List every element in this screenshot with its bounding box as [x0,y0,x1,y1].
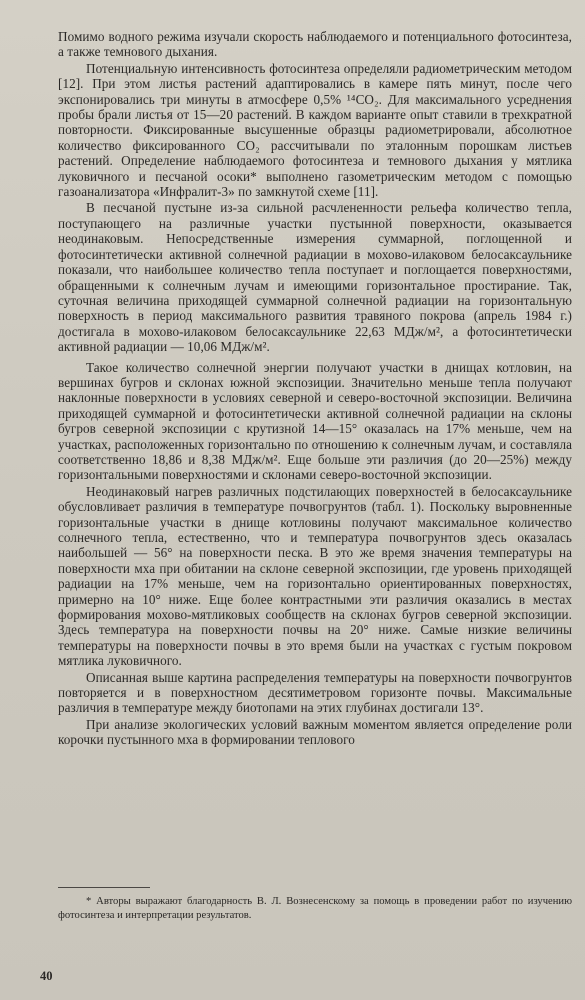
paragraph-5: Неодинаковый нагрев различных подстилающих поверхностей в белосаксаульнике обусловливает различия в температуре почвогрунтов (табл. 1). Поскольку выровненные горизонтальные участки в днище котловины получают максимальное количество солнечного тепла, естественно, что и температура почвогрунтов здесь оказалась наибольшей — 56° на поверхности песка. В это же время значения температуры на поверхности мха при обитании на склоне северной экспозиции, где уровень приходящей радиации на 17% меньше, чем на горизонтально ориентированных поверхностях, примерно на 10° ниже. Еще более контрастными эти различия оказались в местах формирования мохово-мятликовых сообществ на склонах бугров северной экспозиции. Здесь температура на поверхности почвы на 20° ниже. Самые низкие величины температуры на поверхности почвы в это время были на участках с густым покровом мятлика луковичного. [58,483,572,669]
paragraph-4: Такое количество солнечной энергии получают участки в днищах котловин, на вершинах бугров и склонах южной экспозиции. Значительно меньше тепла получают наклонные поверхности в условиях северной и северо-восточной экспозиции. Величина приходящей суммарной и фотосинтетически активной солнечной радиации на склоны бугров северной экспозиции с крутизной 14—15° оказалась на 17% меньше, чем на участках, расположенных горизонтально по отношению к солнечным лучам, и составляла соответственно 18,86 и 8,38 МДж/м². Еще больше эти различия (до 20—25%) между горизонтальными поверхностями и склонами северо-восточной экспозиции. [58,359,572,483]
paragraph-6: Описанная выше картина распределения температуры на поверхности почвогрунтов повторяется и в поверхностном десятиметровом горизонте почвы. Максимальные различия в температуре между биотопами на этих глубинах достигали 13°. [58,669,572,716]
paragraph-2: Потенциальную интенсивность фотосинтеза определяли радиометрическим методом [12]. При этом листья растений адаптировались в камере пять минут, после чего экспонировались три минуты в атмосфере 0,5% ¹⁴CO₂. Для максимального усреднения пробы брали листья от 15—20 растений. В каждом варианте опыт ставили в трехкратной повторности. Фиксированные высушенные образцы радиометрировали, абсолютное количество фиксированного CO₂ рассчитывали по эталонным порошкам листьев растений. Определение наблюдаемого фотосинтеза и темнового дыхания у мятлика луковичного и песчаной осоки* выполнено газометрическим методом с помощью газоанализатора «Инфралит-3» по замкнутой схеме [11]. [58,60,572,200]
footnote: * Авторы выражают благодарность В. Л. Вознесенскому за помощь в проведении работ по изучению фотосинтеза и интерпретации результатов. [58,896,572,921]
paragraph-1: Помимо водного режима изучали скорость наблюдаемого и потенциального фотосинтеза, а также темнового дыхания. [58,29,572,60]
body-text [58,29,572,748]
footnote-divider [58,887,150,888]
paragraph-7: При анализе экологических условий важным моментом является определение роли корочки пустынного мха в формировании теплового [58,716,572,748]
paragraph-3: В песчаной пустыне из-за сильной расчлененности рельефа количество тепла, поступающего на различные участки пустынной поверхности, оказывается неодинаковым. Непосредственные измерения суммарной, поглощенной и фотосинтетически активной солнечной радиации в мохово-илаковом белосаксаульнике показали, что наибольшее количество тепла поступает и поглощается поверхностями, обращенными к солнечным лучам и имеющими горизонтальное простирание. Так, суточная величина приходящей суммарной солнечной радиации на горизонтальную поверхность в период максимального развития травяного покрова (апрель 1984 г.) достигала в мохово-илаковом белосаксаульнике 22,63 МДж/м², а фотосинтетически активной радиации — 10,06 МДж/м². [58,200,572,355]
page-number: 40 [40,969,53,983]
